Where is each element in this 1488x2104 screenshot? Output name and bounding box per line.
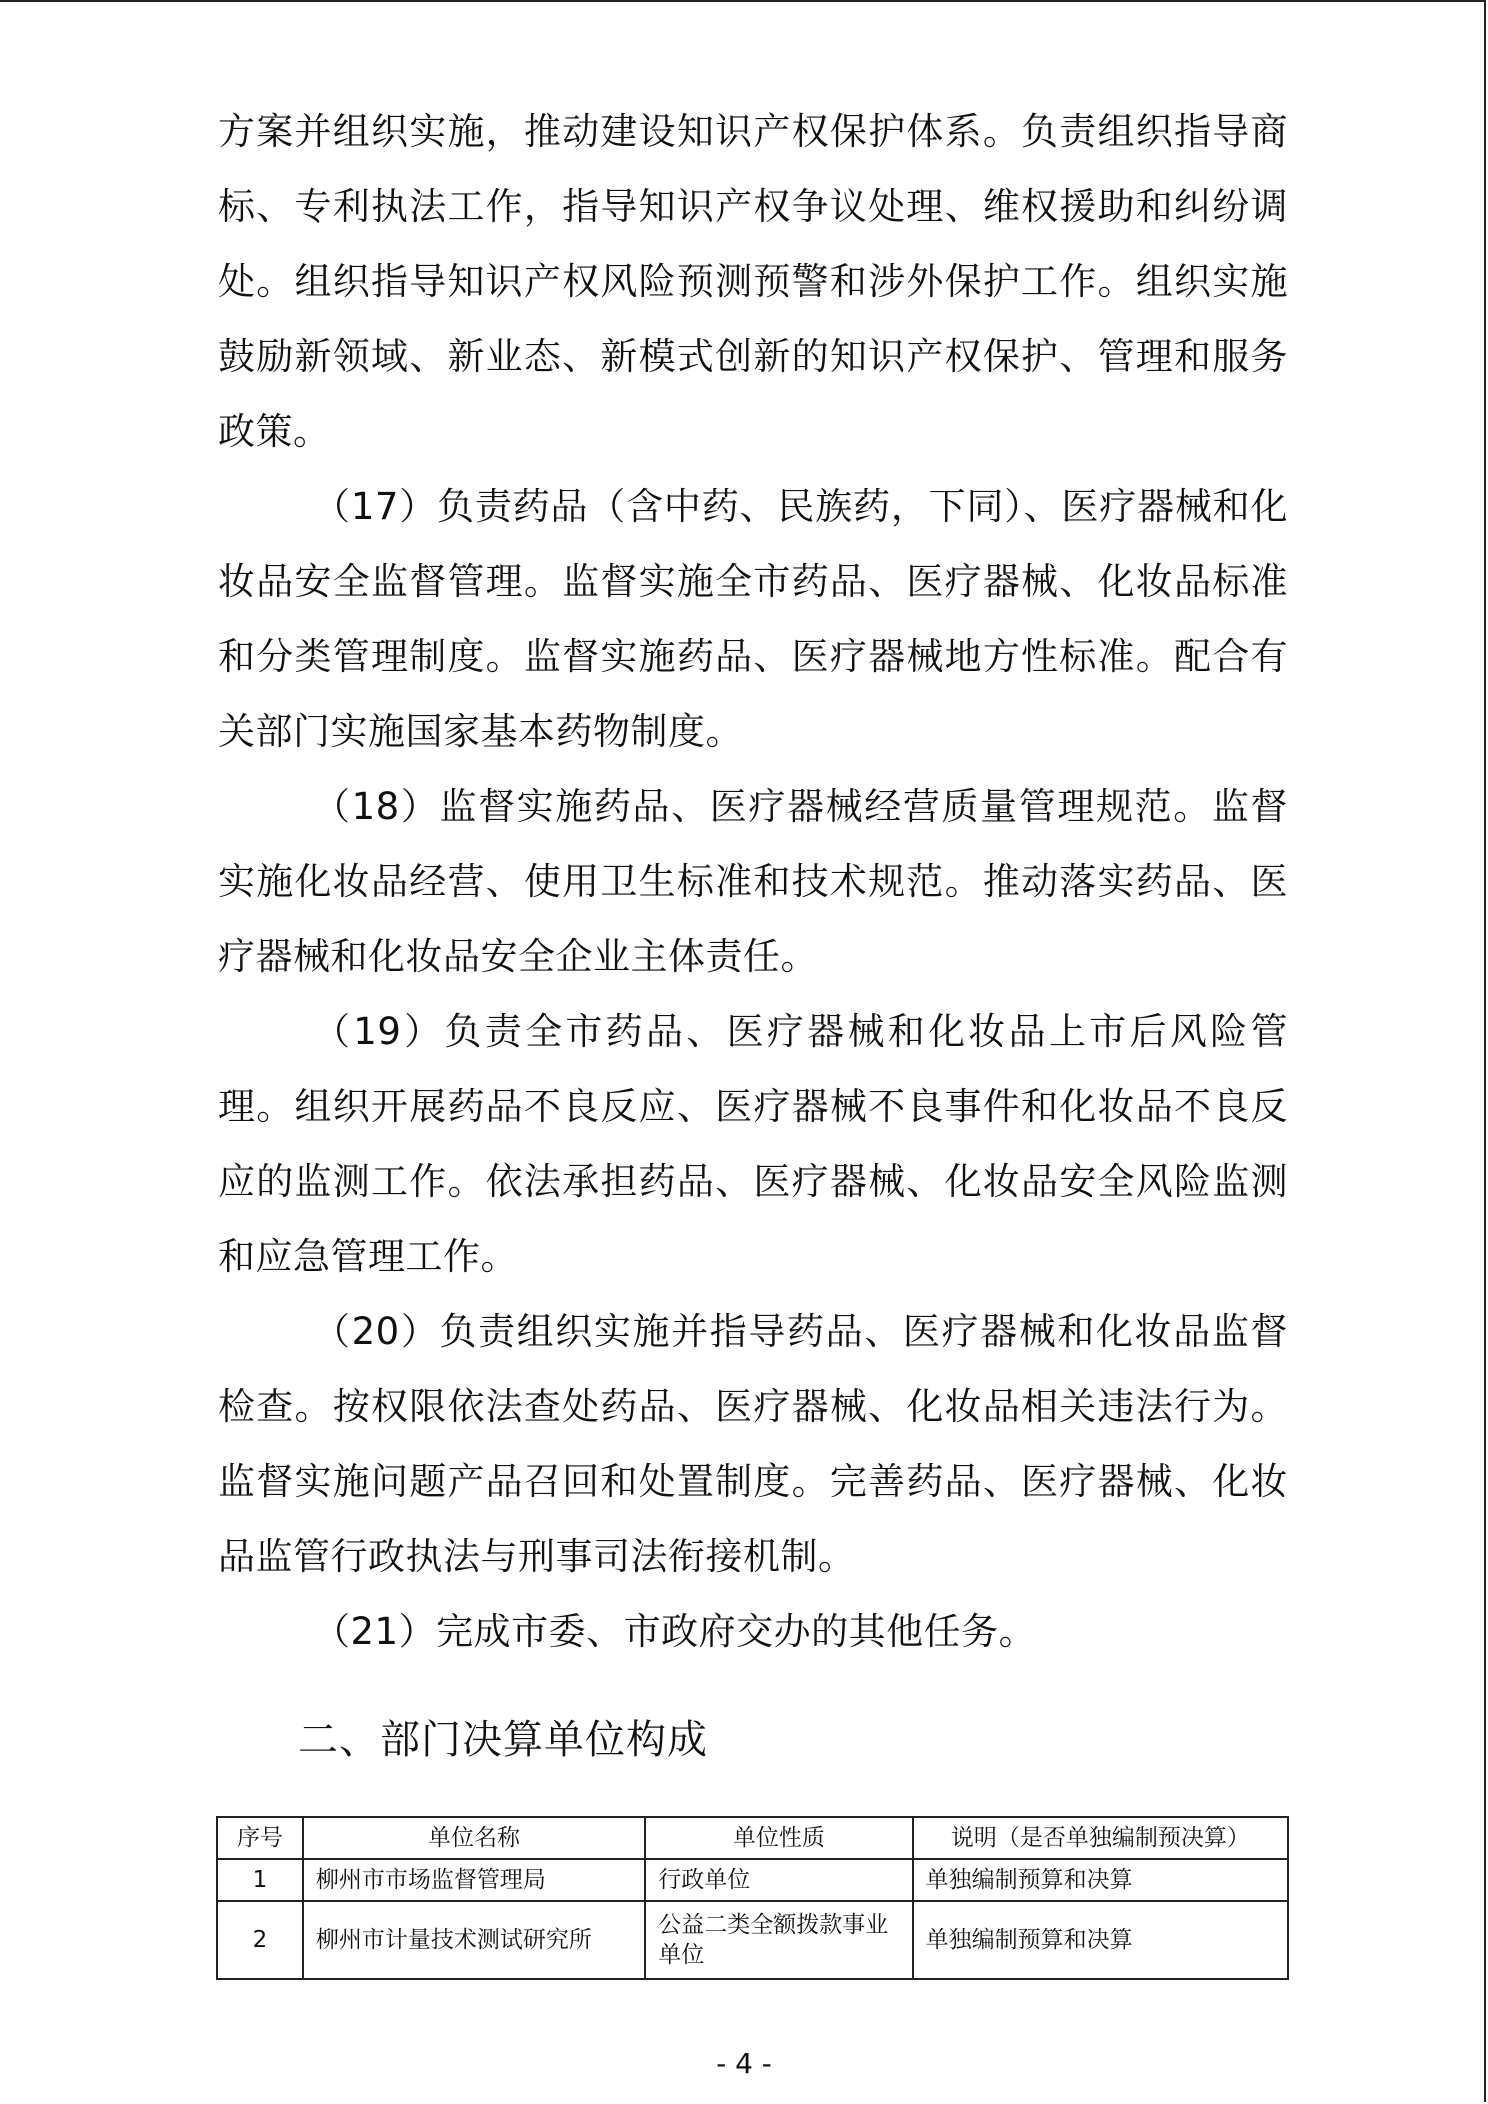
header-note: 说明（是否单独编制预决算） (913, 1817, 1288, 1859)
paragraph-item-18: （18）监督实施药品、医疗器械经营质量管理规范。监督实施化妆品经营、使用卫生标准和技术规范。推动落实药品、医疗器械和化妆品安全企业主体责任。 (218, 785, 1288, 978)
paragraph-item-20: （20）负责组织实施并指导药品、医疗器械和化妆品监督检查。按权限依法查处药品、医疗器械、化妆品相关违法行为。监督实施问题产品召回和处置制度。完善药品、医疗器械、化妆品监管行政执法与刑事司法衔接机制。 (218, 1310, 1288, 1578)
paragraph-ip-protection: 方案并组织实施，推动建设知识产权保护体系。负责组织指导商标、专利执法工作，指导知识产权争议处理、维权援助和纠纷调处。组织指导知识产权风险预测预警和涉外保护工作。组织实施鼓励新领域、新业态、新模式创新的知识产权保护、管理和服务政策。 (218, 110, 1288, 453)
header-unit-name: 单位名称 (303, 1817, 645, 1859)
body-text (218, 94, 1288, 1669)
paragraph-item-19: （19）负责全市药品、医疗器械和化妆品上市后风险管理。组织开展药品不良反应、医疗器械不良事件和化妆品不良反应的监测工作。依法承担药品、医疗器械、化妆品安全风险监测和应急管理工作。 (218, 1010, 1288, 1278)
header-index: 序号 (217, 1817, 303, 1859)
cell-note: 单独编制预算和决算 (913, 1859, 1288, 1901)
table-row (217, 1859, 1288, 1901)
cell-unit-type: 行政单位 (645, 1859, 912, 1901)
cell-index: 1 (217, 1859, 303, 1901)
table-row (217, 1901, 1288, 1979)
cell-unit-name: 柳州市计量技术测试研究所 (303, 1901, 645, 1979)
table-header-row (217, 1817, 1288, 1859)
cell-index: 2 (217, 1901, 303, 1979)
unit-composition-table (216, 1816, 1289, 1980)
cell-unit-type: 公益二类全额拨款事业单位 (645, 1901, 912, 1979)
paragraph-item-21: （21）完成市委、市政府交办的其他任务。 (313, 1610, 1037, 1653)
header-unit-type: 单位性质 (645, 1817, 912, 1859)
page-number: - 4 - (716, 2047, 772, 2080)
section-heading: 二、部门决算单位构成 (298, 1717, 708, 1763)
cell-unit-name: 柳州市市场监督管理局 (303, 1859, 645, 1901)
paragraph-item-17: （17）负责药品（含中药、民族药，下同）、医疗器械和化妆品安全监督管理。监督实施全市药品、医疗器械、化妆品标准和分类管理制度。监督实施药品、医疗器械地方性标准。配合有关部门实施国家基本药物制度。 (218, 485, 1288, 753)
cell-note: 单独编制预算和决算 (913, 1901, 1288, 1979)
